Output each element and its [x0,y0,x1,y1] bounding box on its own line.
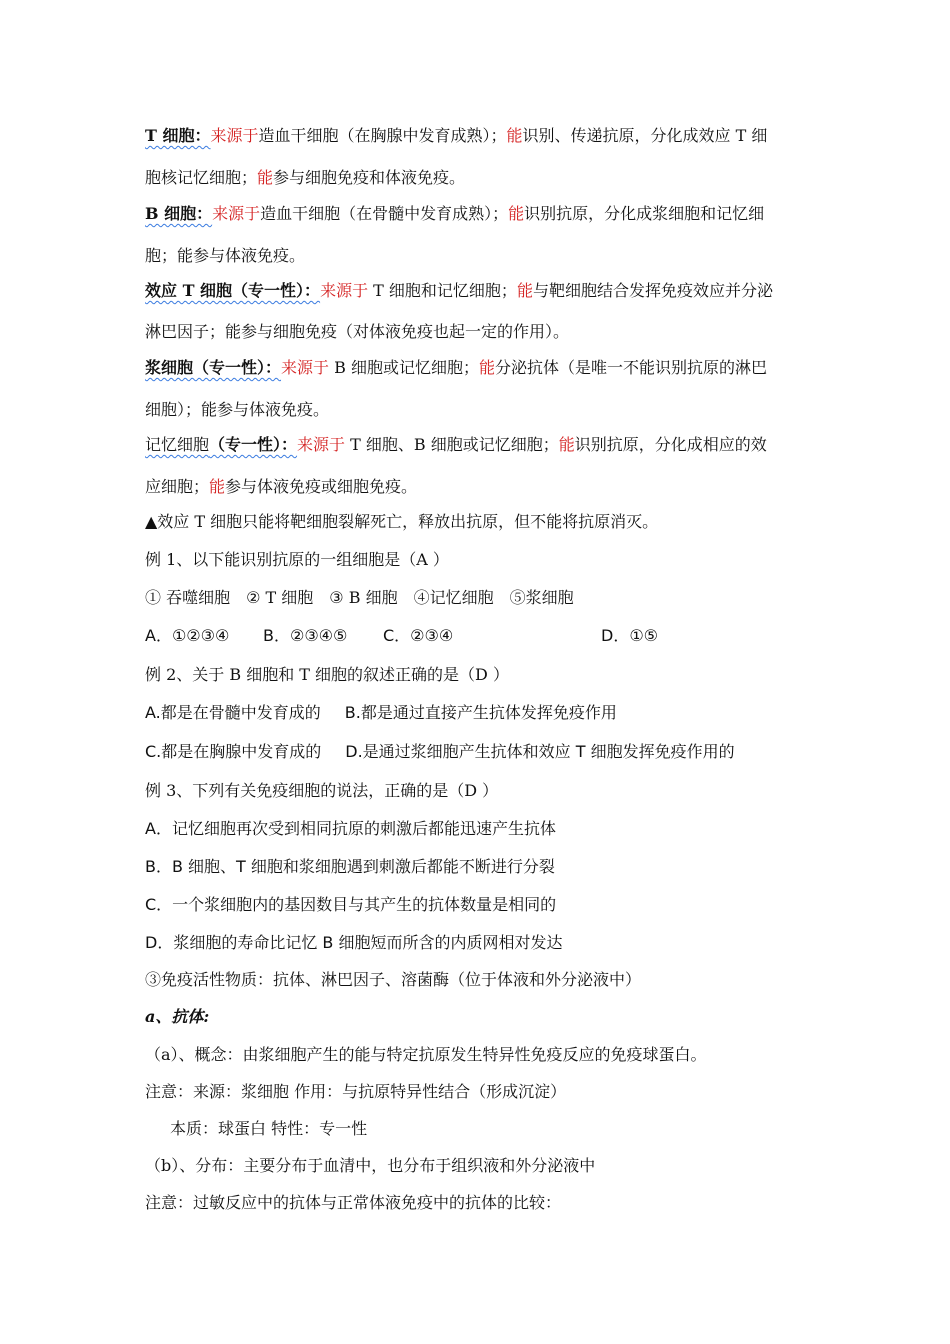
memory-text: 参与体液免疫或细胞免疫。 [225,477,418,496]
plasma-text: 细胞）；能参与体液免疫。 [145,400,330,419]
effector-t-term: 效应 T 细胞（专一性）： [145,281,321,300]
ability-label: 能 [558,435,575,454]
option-c: C．②③④ [383,626,454,645]
list-item: ⑤浆细胞 [509,588,574,607]
antibody-note-2: 本质：球蛋白 特性：专一性 [170,1119,368,1138]
ability-label: 能 [257,168,274,187]
antibody-note-1: 注意：来源：浆细胞 作用：与抗原特异性结合（形成沉淀） [145,1082,567,1101]
t-cell-line-2 [145,168,465,188]
memory-term: 记忆细胞 [145,435,210,454]
plasma-text: 分泌抗体（是唯一不能识别抗原的淋巴 [494,358,767,377]
example-1-question: 例 1、以下能识别抗原的一组细胞是（A ） [145,550,449,569]
effector-t-text: 与靶细胞结合发挥免疫效应并分泌 [532,281,773,300]
effector-t-line-1 [145,281,773,301]
memory-text: 应细胞； [145,477,210,496]
b-cell-line-1 [145,204,764,224]
t-cell-term: T 细胞： [145,126,211,145]
option-d: D．①⑤ [601,626,659,645]
effector-t-line-2 [145,322,569,342]
list-item: ① 吞噬细胞 [145,588,231,607]
active-substances: ③免疫活性物质：抗体、淋巴因子、溶菌酶（位于体液和外分泌液中） [145,970,642,989]
antibody-distribution: （b）、分布：主要分布于血清中，也分布于组织液和外分泌液中 [145,1156,596,1175]
antibody-note-3: 注意：过敏反应中的抗体与正常体液免疫中的抗体的比较： [145,1193,562,1212]
list-item: ② T 细胞 [246,588,314,607]
memory-term-suffix: （专一性）： [209,435,298,454]
example-3-question: 例 3、下列有关免疫细胞的说法，正确的是（D ） [145,781,499,800]
antibody-concept: （a）、概念：由浆细胞产生的能与特定抗原发生特异性免疫反应的免疫球蛋白。 [145,1045,707,1064]
plasma-text: B 细胞或记忆细胞； [329,358,479,377]
b-cell-term: B 细胞： [145,204,213,223]
effector-t-text: 淋巴因子；能参与细胞免疫（对体液免疫也起一定的作用）。 [145,322,570,341]
source-label: 来源于 [212,204,261,223]
option-a: A.都是在骨髓中发育成的 [145,703,321,722]
t-cell-text: 参与细胞免疫和体液免疫。 [273,168,466,187]
ability-label: 能 [478,358,495,377]
list-item: ④记忆细胞 [413,588,494,607]
ability-label: 能 [506,126,523,145]
t-cell-text: 胞核记忆细胞； [145,168,258,187]
source-label: 来源于 [297,435,346,454]
effector-t-text: T 细胞和记忆细胞； [368,281,517,300]
option-d: D．浆细胞的寿命比记忆 B 细胞短而所含的内质网相对发达 [145,933,563,952]
option-c: C．一个浆细胞内的基因数目与其产生的抗体数量是相同的 [145,895,557,914]
example-2-options-row-1 [145,703,617,723]
option-d: D.是通过浆细胞产生抗体和效应 T 细胞发挥免疫作用的 [345,742,735,761]
example-1-items [145,588,574,608]
t-cell-text: 造血干细胞（在胸腺中发育成熟）； [258,126,507,145]
ability-label: 能 [516,281,533,300]
memory-text: T 细胞、B 细胞或记忆细胞； [345,435,559,454]
t-cell-line-1 [145,126,767,146]
triangle-note: ▲效应 T 细胞只能将靶细胞裂解死亡，释放出抗原，但不能将抗原消灭。 [145,512,659,531]
b-cell-text: 识别抗原，分化成浆细胞和记忆细 [524,204,765,223]
option-b: B.都是通过直接产生抗体发挥免疫作用 [344,703,617,722]
option-a: A．①②③④ [145,626,230,645]
memory-line-1 [145,435,767,455]
example-2-options-row-2 [145,742,735,762]
ability-label: 能 [508,204,525,223]
list-item: ③ B 细胞 [329,588,398,607]
example-2-question: 例 2、关于 B 细胞和 T 细胞的叙述正确的是（D ） [145,665,509,684]
option-a: A．记忆细胞再次受到相同抗原的刺激后都能迅速产生抗体 [145,819,556,838]
memory-line-2 [145,477,417,497]
source-label: 来源于 [281,358,330,377]
b-cell-line-2 [145,246,305,266]
option-b: B．②③④⑤ [263,626,348,645]
memory-text: 识别抗原，分化成相应的效 [574,435,767,454]
plasma-term: 浆细胞（专一性）： [145,358,282,377]
option-c: C.都是在胸腺中发育成的 [145,742,322,761]
b-cell-text: 胞；能参与体液免疫。 [145,246,306,265]
ability-label: 能 [209,477,226,496]
t-cell-text: 识别、传递抗原，分化成效应 T 细 [522,126,768,145]
plasma-line-2 [145,400,329,420]
b-cell-text: 造血干细胞（在骨髓中发育成熟）； [260,204,509,223]
source-label: 来源于 [210,126,259,145]
source-label: 来源于 [320,281,369,300]
plasma-line-1 [145,358,767,378]
option-b: B．B 细胞、T 细胞和浆细胞遇到刺激后都能不断进行分裂 [145,857,555,876]
antibody-heading: a、抗体: [145,1007,210,1026]
